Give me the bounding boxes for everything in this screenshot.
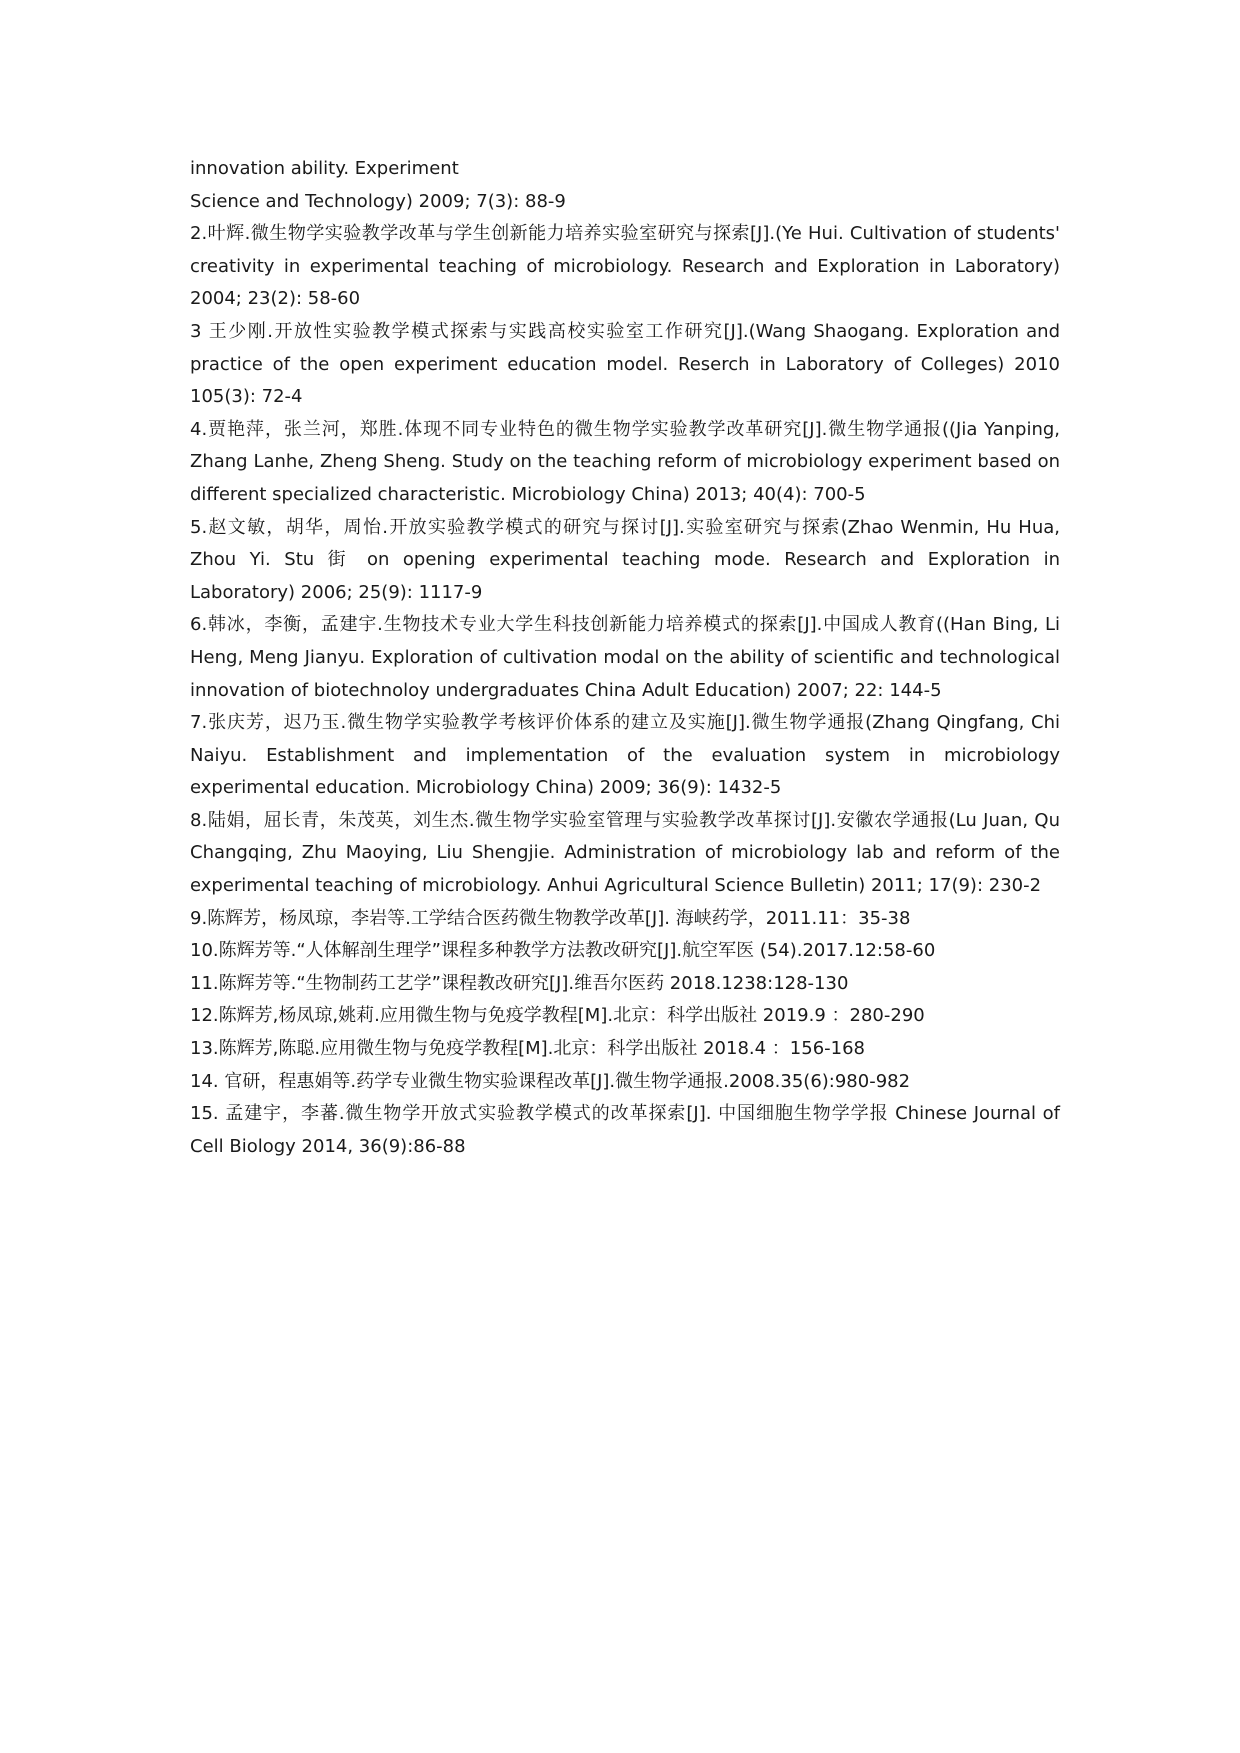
reference-entry-5: 5.赵文敏，胡华，周怡.开放实验教学模式的研究与探讨[J].实验室研究与探索(Zhao Wenmin, Hu Hua, Zhou Yi. Stu 街 on opening experimental teaching mode. Research and Exploration in Laboratory) 2006; 25(9): 1117-9 (190, 516, 1060, 603)
reference-entry-2: 2.叶辉.微生物学实验教学改革与学生创新能力培养实验室研究与探索[J].(Ye Hui. Cultivation of students' creativity in experimental teaching of microbiology. Research and Exploration in Laboratory) 2004; 23(2): 58-60 (190, 223, 1060, 310)
reference-entry-7: 7.张庆芳，迟乃玉.微生物学实验教学考核评价体系的建立及实施[J].微生物学通报(Zhang Qingfang, Chi Naiyu. Establishment and implementation of the evaluation system in microbiology experimental education. Microbiology China) 2009; 36(9): 1432-5 (190, 712, 1060, 799)
reference-entry-9: 9.陈辉芳，杨凤琼，李岩等.工学结合医药微生物教学改革[J]. 海峡药学，2011.11：35-38 (190, 907, 911, 929)
reference-entry-11: 11.陈辉芳等.“生物制药工艺学”课程教改研究[J].维吾尔医药 2018.1238:128-130 (190, 972, 849, 994)
reference-entry-13: 13.陈辉芳,陈聪.应用微生物与免疫学教程[M].北京：科学出版社 2018.4 ：156-168 (190, 1038, 865, 1060)
intro-line: innovation ability. Experiment (190, 158, 459, 179)
reference-list (190, 153, 1060, 1163)
reference-entry-12: 12.陈辉芳,杨凤琼,姚莉.应用微生物与免疫学教程[M].北京：科学出版社 2019.9 ：280-290 (190, 1005, 925, 1027)
reference-entry-10: 10.陈辉芳等.“人体解剖生理学”课程多种教学方法教改研究[J].航空军医 (54).2017.12:58-60 (190, 940, 936, 962)
reference-entry-3: 3 王少刚.开放性实验教学模式探索与实践高校实验室工作研究[J].(Wang Shaogang. Exploration and practice of the open experiment education model. Reserch in Laboratory of Colleges) 2010 105(3): 72-4 (190, 320, 1060, 408)
reference-entry-14: 14. 官研，程惠娟等.药学专业微生物实验课程改革[J].微生物学通报.2008.35(6):980-982 (190, 1070, 911, 1092)
reference-entry-8: 8.陆娟，屈长青，朱茂英，刘生杰.微生物学实验室管理与实验教学改革探讨[J].安徽农学通报(Lu Juan, Qu Changqing, Zhu Maoying, Liu Shengjie. Administration of microbiology lab and reform of the experimental teaching of microbiology. Anhui Agricultural Science Bulletin) 2011; 17(9): 230-2 (190, 809, 1060, 897)
reference-entry-4: 4.贾艳萍，张兰河，郑胜.体现不同专业特色的微生物学实验教学改革研究[J].微生物学通报((Jia Yanping, Zhang Lanhe, Zheng Sheng. Study on the teaching reform of microbiology experiment based on different specialized characteristic. Microbiology China) 2013; 40(4): 700-5 (190, 418, 1060, 505)
intro-line: Science and Technology) 2009; 7(3): 88-9 (190, 190, 566, 212)
reference-entry-6: 6.韩冰，李衡，孟建宇.生物技术专业大学生科技创新能力培养模式的探索[J].中国成人教育((Han Bing, Li Heng, Meng Jianyu. Exploration of cultivation modal on the ability of scientific and technological innovation of biotechnoloy undergraduates China Adult Education) 2007; 22: 144-5 (190, 614, 1060, 701)
reference-entry-15: 15. 孟建宇，李蕃.微生物学开放式实验教学模式的改革探索[J]. 中国细胞生物学学报 Chinese Journal of Cell Biology 2014, 36(9):86-88 (190, 1103, 1060, 1157)
